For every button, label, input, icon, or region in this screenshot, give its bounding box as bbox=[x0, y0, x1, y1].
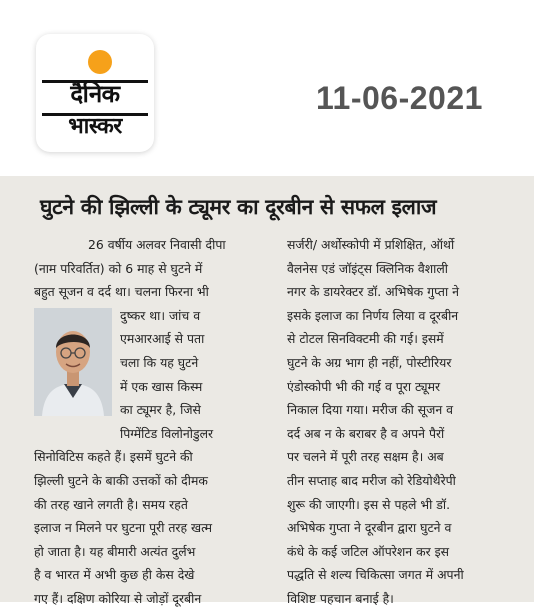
article-line: (नाम परिवर्तित) को 6 माह से घुटने में bbox=[34, 260, 203, 276]
article-line: घुटने के अग्र भाग ही नहीं, पोस्टीरियर bbox=[287, 354, 452, 370]
article-column-right bbox=[287, 233, 519, 611]
article-column-left bbox=[34, 233, 274, 611]
article-line: दुष्कर था। जांच व bbox=[120, 307, 201, 323]
article-line: झिल्ली घुटने के बाकी उत्तकों को दीमक bbox=[34, 472, 208, 488]
article-line: अभिषेक गुप्ता ने दूरबीन द्वारा घुटने व bbox=[287, 520, 452, 536]
article-line: शुरू की जाएगी। इस से पहले भी डॉ. bbox=[287, 496, 451, 512]
dainik-bhaskar-logo bbox=[36, 34, 154, 152]
doctor-portrait-image bbox=[34, 308, 112, 416]
article-line: पर चलने में पूरी तरह सक्षम है। अब bbox=[287, 449, 444, 465]
article-line: चला कि यह घुटने bbox=[120, 354, 199, 370]
article-line: सर्जरी/ अर्थोस्कोपी में प्रशिक्षित, ऑर्थो bbox=[287, 237, 455, 252]
article-line: गए हैं। दक्षिण कोरिया से जोड़ों दूरबीन bbox=[34, 590, 202, 606]
logo-text-line1: दैनिक bbox=[70, 80, 120, 108]
wrapped-text bbox=[120, 304, 274, 446]
article-line: हो जाता है। यह बीमारी अत्यंत दुर्लभ bbox=[34, 543, 196, 559]
logo-text-line2: भास्कर bbox=[68, 114, 122, 139]
article-line: का ट्यूमर है, जिसे bbox=[120, 402, 201, 418]
article-line: तीन सप्ताह बाद मरीज को रेडियोथैरेपी bbox=[287, 472, 456, 488]
photo-wrap-block bbox=[34, 304, 274, 446]
article-line: पद्धति से शल्य चिकित्सा जगत में अपनी bbox=[287, 567, 464, 583]
article-line: कंधे के कई जटिल ऑपरेशन कर इस bbox=[287, 543, 450, 559]
article-headline: घुटने की झिल्ली के ट्यूमर का दूरबीन से सफल इलाज bbox=[40, 195, 437, 219]
publication-date: 11-06-2021 bbox=[316, 80, 483, 116]
article-line: से टोटल सिनविक्टमी की गई। इसमें bbox=[287, 331, 444, 347]
article-line: नगर के डायरेक्टर डॉ. अभिषेक गुप्ता ने bbox=[287, 284, 460, 300]
sun-icon bbox=[88, 50, 112, 74]
article-line: एंडोस्कोपी भी की गई व पूरा ट्यूमर bbox=[287, 378, 441, 394]
article-line: में एक खास किस्म bbox=[120, 378, 203, 394]
article-line: वैलनेस एडं जॉइंट्स क्लिनिक वैशाली bbox=[287, 260, 448, 276]
article-line: बहुत सूजन व दर्द था। चलना फिरना भी bbox=[34, 284, 209, 300]
doctor-photo bbox=[34, 308, 112, 416]
article-line: इसके इलाज का निर्णय लिया व दूरबीन bbox=[287, 307, 459, 323]
article-line: पिग्मेंटिड विलोनोडुलर bbox=[120, 425, 214, 441]
article-line: सिनोविटिस कहते हैं। इसमें घुटने की bbox=[34, 449, 193, 465]
article-line: निकाल दिया गया। मरीज की सूजन व bbox=[287, 402, 454, 418]
article-line: की तरह खाने लगती है। समय रहते bbox=[34, 496, 188, 512]
article-line: एमआरआई से पता bbox=[120, 331, 205, 347]
article-line: दर्द अब न के बराबर है व अपने पैरों bbox=[287, 425, 445, 441]
article-line: 26 वर्षीय अलवर निवासी दीपा bbox=[88, 237, 226, 252]
article-line: है व भारत में अभी कुछ ही केस देखे bbox=[34, 567, 195, 583]
article-line: इलाज न मिलने पर घुटना पूरी तरह खत्म bbox=[34, 520, 213, 536]
article-line: विशिष्ट पहचान बनाई है। bbox=[287, 590, 394, 606]
